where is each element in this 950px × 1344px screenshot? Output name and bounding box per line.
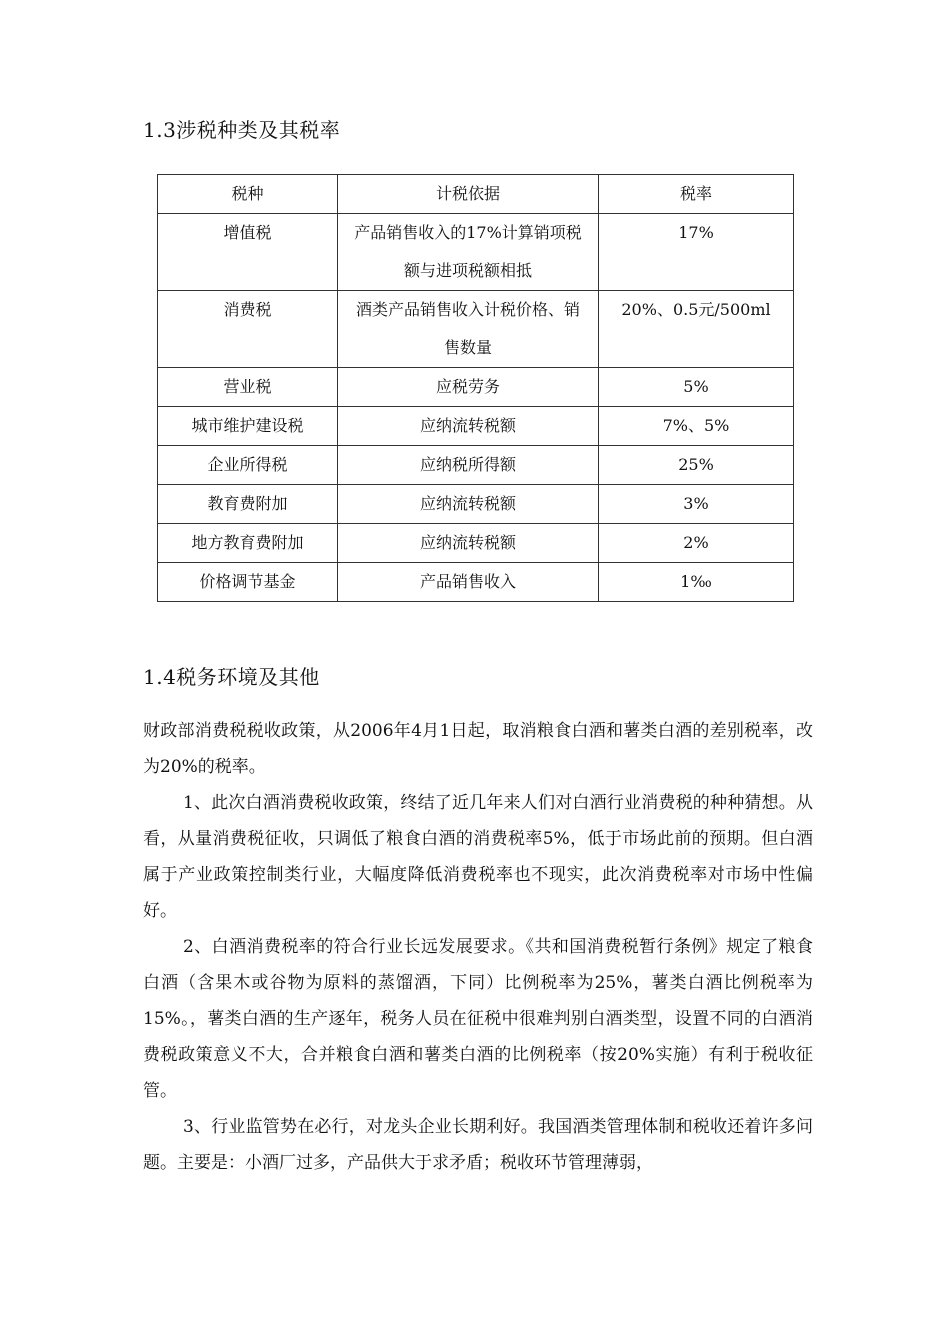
table-row xyxy=(158,407,794,446)
table-row xyxy=(158,485,794,524)
paragraph-point-3: 3、行业监管势在必行，对龙头企业长期利好。我国酒类管理体制和税收还着许多问题。主要是：小酒厂过多，产品供大于求矛盾；税收环节管理薄弱， xyxy=(143,1117,813,1173)
table-row xyxy=(158,446,794,485)
tax-name-cell: 教育费附加 xyxy=(158,485,338,524)
paragraph-point-2: 2、白酒消费税率的符合行业长远发展要求。《共和国消费税暂行条例》规定了粮食白酒（含果木或谷物为原料的蒸馏酒，下同）比例税率为25%，薯类白酒比例税率为15%。，薯类白酒的生产逐年，税务人员在征税中很难判别白酒类型，设置不同的白酒消费税政策意义不大，合并粮食白酒和薯类白酒的比例税率（按20%实施）有利于税收征管。 xyxy=(143,937,813,1101)
table-header-row xyxy=(158,175,794,214)
tax-name-cell: 城市维护建设税 xyxy=(158,407,338,446)
tax-rate-cell: 3% xyxy=(599,485,794,524)
section-heading-tax-environment: 1.4税务环境及其他 xyxy=(143,665,320,689)
tax-rate-cell: 25% xyxy=(599,446,794,485)
tax-rate-cell: 7%、5% xyxy=(599,407,794,446)
tax-name-cell: 营业税 xyxy=(158,368,338,407)
tax-basis-cell: 应纳税所得额 xyxy=(338,446,599,485)
tax-rate-cell: 2% xyxy=(599,524,794,563)
tax-basis-cell: 应纳流转税额 xyxy=(338,485,599,524)
tax-name-cell: 增值税 xyxy=(158,214,338,291)
tax-basis-cell: 应纳流转税额 xyxy=(338,407,599,446)
tax-basis-cell: 酒类产品销售收入计税价格、销售数量 xyxy=(338,291,599,368)
tax-rate-cell: 5% xyxy=(599,368,794,407)
table-row xyxy=(158,368,794,407)
tax-name-cell: 地方教育费附加 xyxy=(158,524,338,563)
tax-basis-cell: 产品销售收入 xyxy=(338,563,599,602)
column-header-tax: 税种 xyxy=(158,175,338,214)
tax-basis-cell: 应税劳务 xyxy=(338,368,599,407)
tax-basis-cell: 应纳流转税额 xyxy=(338,524,599,563)
table-row xyxy=(158,563,794,602)
table-row xyxy=(158,214,794,291)
section-heading-tax-types: 1.3涉税种类及其税率 xyxy=(143,118,341,142)
paragraph-point-1: 1、此次白酒消费税收政策，终结了近几年来人们对白酒行业消费税的种种猜想。从看，从量消费税征收，只调低了粮食白酒的消费税率5%，低于市场此前的预期。但白酒属于产业政策控制类行业，大幅度降低消费税率也不现实，此次消费税率对市场中性偏好。 xyxy=(143,793,813,921)
tax-basis-cell: 产品销售收入的17%计算销项税额与进项税额相抵 xyxy=(338,214,599,291)
paragraph-policy-summary: 财政部消费税税收政策，从2006年4月1日起，取消粮食白酒和薯类白酒的差别税率，改为20%的税率。 xyxy=(143,721,813,777)
tax-rate-cell: 20%、0.5元/500ml xyxy=(599,291,794,368)
tax-rate-table xyxy=(157,174,794,602)
tax-rate-cell: 17% xyxy=(599,214,794,291)
column-header-rate: 税率 xyxy=(599,175,794,214)
table-row xyxy=(158,524,794,563)
table-row xyxy=(158,291,794,368)
tax-rate-cell: 1‰ xyxy=(599,563,794,602)
tax-name-cell: 价格调节基金 xyxy=(158,563,338,602)
column-header-basis: 计税依据 xyxy=(338,175,599,214)
tax-name-cell: 企业所得税 xyxy=(158,446,338,485)
tax-name-cell: 消费税 xyxy=(158,291,338,368)
